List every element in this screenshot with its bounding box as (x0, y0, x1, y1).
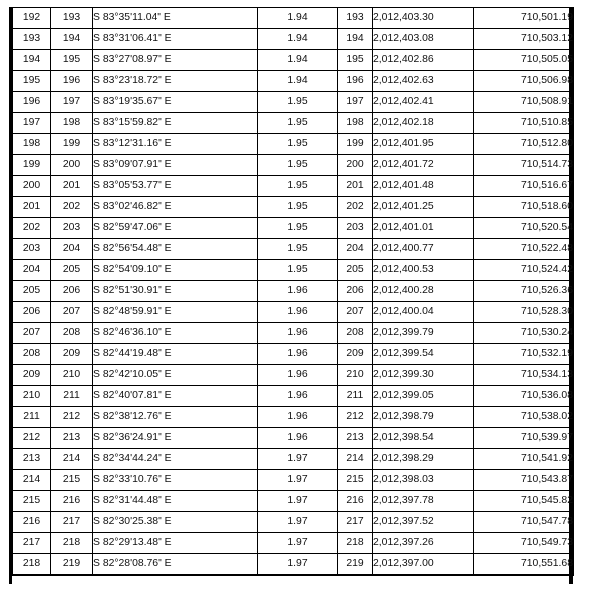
bearing-cell: S 82°44'19.48" E (93, 344, 258, 365)
northing-cell: 2,012,398.79 (373, 407, 474, 428)
vertex-cell: 209 (338, 344, 373, 365)
vertex-cell: 205 (338, 260, 373, 281)
table-row (13, 239, 574, 260)
distance-cell: 1.96 (258, 302, 338, 323)
easting-cell: 710,508.91 (474, 92, 574, 113)
northing-cell: 2,012,398.29 (373, 449, 474, 470)
vertex-cell: 196 (338, 71, 373, 92)
northing-cell: 2,012,397.00 (373, 554, 474, 576)
to-station-cell: 206 (51, 281, 93, 302)
vertex-cell: 213 (338, 428, 373, 449)
table-row (13, 470, 574, 491)
table-row (13, 428, 574, 449)
bearing-cell: S 83°05'53.77" E (93, 176, 258, 197)
to-station-cell: 205 (51, 260, 93, 281)
distance-cell: 1.95 (258, 218, 338, 239)
table-row (13, 344, 574, 365)
distance-cell: 1.95 (258, 197, 338, 218)
northing-cell: 2,012,399.30 (373, 365, 474, 386)
easting-cell: 710,501.19 (474, 8, 574, 29)
vertex-cell: 212 (338, 407, 373, 428)
to-station-cell: 217 (51, 512, 93, 533)
bearing-cell: S 82°54'09.10" E (93, 260, 258, 281)
bearing-cell: S 82°48'59.91" E (93, 302, 258, 323)
northing-cell: 2,012,401.25 (373, 197, 474, 218)
northing-cell: 2,012,403.08 (373, 29, 474, 50)
northing-cell: 2,012,400.77 (373, 239, 474, 260)
table-row (13, 554, 574, 576)
to-station-cell: 195 (51, 50, 93, 71)
northing-cell: 2,012,397.78 (373, 491, 474, 512)
to-station-cell: 216 (51, 491, 93, 512)
easting-cell: 710,539.97 (474, 428, 574, 449)
distance-cell: 1.96 (258, 323, 338, 344)
to-station-cell: 211 (51, 386, 93, 407)
from-station-cell: 192 (13, 8, 51, 29)
easting-cell: 710,503.12 (474, 29, 574, 50)
table-row (13, 323, 574, 344)
from-station-cell: 194 (13, 50, 51, 71)
to-station-cell: 212 (51, 407, 93, 428)
northing-cell: 2,012,398.03 (373, 470, 474, 491)
table-row (13, 512, 574, 533)
bearing-cell: S 83°12'31.16" E (93, 134, 258, 155)
easting-cell: 710,516.67 (474, 176, 574, 197)
table-row (13, 365, 574, 386)
distance-cell: 1.96 (258, 281, 338, 302)
easting-cell: 710,524.42 (474, 260, 574, 281)
easting-cell: 710,520.54 (474, 218, 574, 239)
distance-cell: 1.96 (258, 407, 338, 428)
vertex-cell: 203 (338, 218, 373, 239)
distance-cell: 1.94 (258, 8, 338, 29)
table-row (13, 281, 574, 302)
northing-cell: 2,012,400.53 (373, 260, 474, 281)
northing-cell: 2,012,403.30 (373, 8, 474, 29)
from-station-cell: 198 (13, 134, 51, 155)
easting-cell: 710,536.08 (474, 386, 574, 407)
table-row (13, 134, 574, 155)
vertex-cell: 219 (338, 554, 373, 576)
vertex-cell: 207 (338, 302, 373, 323)
vertex-cell: 216 (338, 491, 373, 512)
vertex-cell: 217 (338, 512, 373, 533)
bearing-cell: S 83°09'07.91" E (93, 155, 258, 176)
from-station-cell: 218 (13, 554, 51, 576)
distance-cell: 1.96 (258, 365, 338, 386)
distance-cell: 1.97 (258, 449, 338, 470)
table-row (13, 113, 574, 134)
northing-cell: 2,012,402.63 (373, 71, 474, 92)
easting-cell: 710,538.02 (474, 407, 574, 428)
distance-cell: 1.97 (258, 554, 338, 576)
to-station-cell: 196 (51, 71, 93, 92)
to-station-cell: 215 (51, 470, 93, 491)
bearing-cell: S 82°40'07.81" E (93, 386, 258, 407)
northing-cell: 2,012,399.79 (373, 323, 474, 344)
bearing-cell: S 82°46'36.10" E (93, 323, 258, 344)
from-station-cell: 211 (13, 407, 51, 428)
bearing-cell: S 82°33'10.76" E (93, 470, 258, 491)
from-station-cell: 206 (13, 302, 51, 323)
easting-cell: 710,532.19 (474, 344, 574, 365)
to-station-cell: 200 (51, 155, 93, 176)
distance-cell: 1.96 (258, 428, 338, 449)
vertex-cell: 214 (338, 449, 373, 470)
easting-cell: 710,505.05 (474, 50, 574, 71)
distance-cell: 1.95 (258, 134, 338, 155)
to-station-cell: 219 (51, 554, 93, 576)
bearing-cell: S 83°31'06.41" E (93, 29, 258, 50)
distance-cell: 1.94 (258, 71, 338, 92)
from-station-cell: 207 (13, 323, 51, 344)
table-row (13, 155, 574, 176)
vertex-cell: 201 (338, 176, 373, 197)
vertex-cell: 208 (338, 323, 373, 344)
bearing-cell: S 82°30'25.38" E (93, 512, 258, 533)
from-station-cell: 216 (13, 512, 51, 533)
easting-cell: 710,547.78 (474, 512, 574, 533)
distance-cell: 1.96 (258, 344, 338, 365)
northing-cell: 2,012,402.18 (373, 113, 474, 134)
vertex-cell: 194 (338, 29, 373, 50)
table-row (13, 71, 574, 92)
distance-cell: 1.95 (258, 113, 338, 134)
northing-cell: 2,012,401.72 (373, 155, 474, 176)
easting-cell: 710,528.30 (474, 302, 574, 323)
easting-cell: 710,541.92 (474, 449, 574, 470)
to-station-cell: 193 (51, 8, 93, 29)
from-station-cell: 205 (13, 281, 51, 302)
bearing-cell: S 83°02'46.82" E (93, 197, 258, 218)
from-station-cell: 193 (13, 29, 51, 50)
table-row (13, 8, 574, 29)
to-station-cell: 210 (51, 365, 93, 386)
easting-cell: 710,545.82 (474, 491, 574, 512)
northing-cell: 2,012,401.01 (373, 218, 474, 239)
vertex-cell: 193 (338, 8, 373, 29)
from-station-cell: 208 (13, 344, 51, 365)
from-station-cell: 217 (13, 533, 51, 554)
bearing-cell: S 82°38'12.76" E (93, 407, 258, 428)
to-station-cell: 203 (51, 218, 93, 239)
table-row (13, 50, 574, 71)
table-row (13, 407, 574, 428)
to-station-cell: 197 (51, 92, 93, 113)
easting-cell: 710,518.60 (474, 197, 574, 218)
from-station-cell: 204 (13, 260, 51, 281)
to-station-cell: 209 (51, 344, 93, 365)
easting-cell: 710,534.13 (474, 365, 574, 386)
northing-cell: 2,012,402.41 (373, 92, 474, 113)
vertex-cell: 215 (338, 470, 373, 491)
table-row (13, 491, 574, 512)
from-station-cell: 210 (13, 386, 51, 407)
northing-cell: 2,012,398.54 (373, 428, 474, 449)
distance-cell: 1.95 (258, 92, 338, 113)
to-station-cell: 207 (51, 302, 93, 323)
to-station-cell: 208 (51, 323, 93, 344)
easting-cell: 710,530.24 (474, 323, 574, 344)
to-station-cell: 201 (51, 176, 93, 197)
northing-cell: 2,012,397.26 (373, 533, 474, 554)
from-station-cell: 213 (13, 449, 51, 470)
from-station-cell: 201 (13, 197, 51, 218)
table-row (13, 533, 574, 554)
table-row (13, 29, 574, 50)
northing-cell: 2,012,401.48 (373, 176, 474, 197)
bearing-cell: S 82°28'08.76" E (93, 554, 258, 576)
vertex-cell: 206 (338, 281, 373, 302)
distance-cell: 1.97 (258, 491, 338, 512)
from-station-cell: 195 (13, 71, 51, 92)
northing-cell: 2,012,397.52 (373, 512, 474, 533)
bearing-cell: S 83°27'08.97" E (93, 50, 258, 71)
to-station-cell: 213 (51, 428, 93, 449)
vertex-cell: 199 (338, 134, 373, 155)
table-row (13, 260, 574, 281)
to-station-cell: 204 (51, 239, 93, 260)
from-station-cell: 203 (13, 239, 51, 260)
to-station-cell: 218 (51, 533, 93, 554)
easting-cell: 710,543.87 (474, 470, 574, 491)
bearing-cell: S 83°19'35.67" E (93, 92, 258, 113)
from-station-cell: 199 (13, 155, 51, 176)
northing-cell: 2,012,400.04 (373, 302, 474, 323)
easting-cell: 710,512.80 (474, 134, 574, 155)
northing-cell: 2,012,401.95 (373, 134, 474, 155)
bearing-cell: S 82°59'47.06" E (93, 218, 258, 239)
distance-cell: 1.95 (258, 176, 338, 197)
to-station-cell: 199 (51, 134, 93, 155)
from-station-cell: 202 (13, 218, 51, 239)
from-station-cell: 209 (13, 365, 51, 386)
bearing-cell: S 82°42'10.05" E (93, 365, 258, 386)
table-row (13, 92, 574, 113)
vertex-cell: 200 (338, 155, 373, 176)
table-row (13, 386, 574, 407)
vertex-cell: 210 (338, 365, 373, 386)
from-station-cell: 214 (13, 470, 51, 491)
easting-cell: 710,526.36 (474, 281, 574, 302)
bearing-cell: S 82°51'30.91" E (93, 281, 258, 302)
from-station-cell: 212 (13, 428, 51, 449)
table-row (13, 218, 574, 239)
from-station-cell: 215 (13, 491, 51, 512)
bearing-cell: S 82°31'44.48" E (93, 491, 258, 512)
vertex-cell: 204 (338, 239, 373, 260)
from-station-cell: 197 (13, 113, 51, 134)
easting-cell: 710,549.73 (474, 533, 574, 554)
distance-cell: 1.95 (258, 155, 338, 176)
survey-coordinate-table (12, 7, 574, 576)
distance-cell: 1.95 (258, 239, 338, 260)
to-station-cell: 194 (51, 29, 93, 50)
bearing-cell: S 83°15'59.82" E (93, 113, 258, 134)
bearing-cell: S 82°56'54.48" E (93, 239, 258, 260)
distance-cell: 1.95 (258, 260, 338, 281)
vertex-cell: 218 (338, 533, 373, 554)
distance-cell: 1.96 (258, 386, 338, 407)
from-station-cell: 200 (13, 176, 51, 197)
easting-cell: 710,522.48 (474, 239, 574, 260)
table-row (13, 176, 574, 197)
from-station-cell: 196 (13, 92, 51, 113)
easting-cell: 710,506.98 (474, 71, 574, 92)
distance-cell: 1.97 (258, 470, 338, 491)
northing-cell: 2,012,399.54 (373, 344, 474, 365)
to-station-cell: 214 (51, 449, 93, 470)
coordinate-table-sheet (9, 7, 573, 584)
vertex-cell: 202 (338, 197, 373, 218)
vertex-cell: 197 (338, 92, 373, 113)
easting-cell: 710,510.85 (474, 113, 574, 134)
vertex-cell: 195 (338, 50, 373, 71)
table-row (13, 197, 574, 218)
bearing-cell: S 82°34'44.24" E (93, 449, 258, 470)
table-row (13, 302, 574, 323)
vertex-cell: 211 (338, 386, 373, 407)
distance-cell: 1.94 (258, 29, 338, 50)
easting-cell: 710,551.68 (474, 554, 574, 576)
table-row (13, 449, 574, 470)
northing-cell: 2,012,402.86 (373, 50, 474, 71)
easting-cell: 710,514.73 (474, 155, 574, 176)
bearing-cell: S 83°23'18.72" E (93, 71, 258, 92)
table-body (13, 8, 574, 576)
vertex-cell: 198 (338, 113, 373, 134)
bearing-cell: S 82°36'24.91" E (93, 428, 258, 449)
distance-cell: 1.97 (258, 533, 338, 554)
to-station-cell: 198 (51, 113, 93, 134)
distance-cell: 1.94 (258, 50, 338, 71)
bearing-cell: S 83°35'11.04" E (93, 8, 258, 29)
to-station-cell: 202 (51, 197, 93, 218)
northing-cell: 2,012,399.05 (373, 386, 474, 407)
distance-cell: 1.97 (258, 512, 338, 533)
northing-cell: 2,012,400.28 (373, 281, 474, 302)
bearing-cell: S 82°29'13.48" E (93, 533, 258, 554)
